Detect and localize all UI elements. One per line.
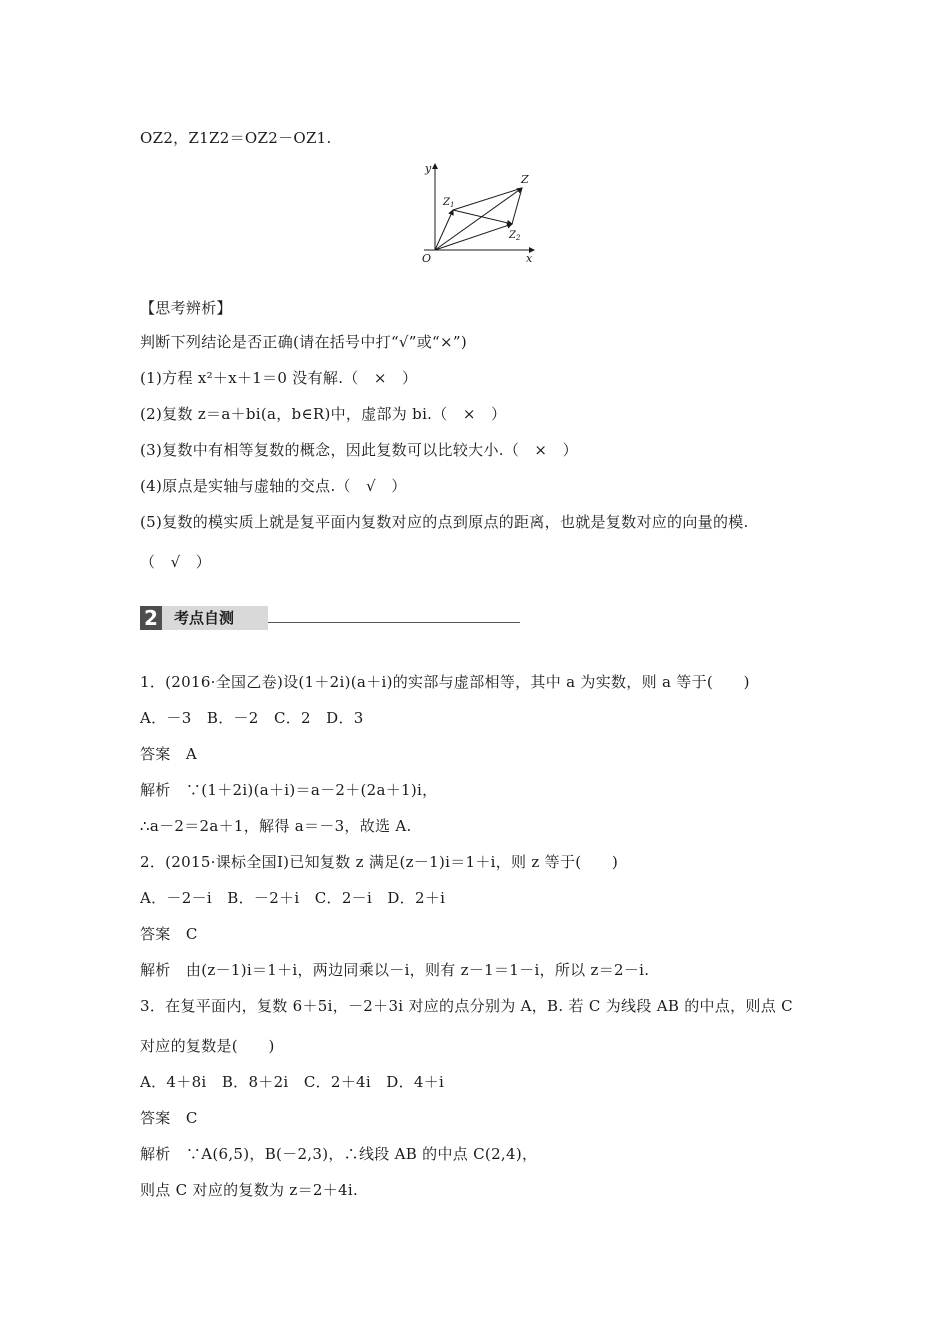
text-line: 2．(2015·课标全国Ⅰ)已知复数 z 满足(z－1)i＝1＋i，则 z 等于( )	[140, 853, 619, 871]
text-line: 解析 ∵A(6,5)，B(－2,3)，∴线段 AB 的中点 C(2,4)，	[140, 1145, 538, 1163]
side-z1z	[453, 188, 522, 210]
section-title: 考点自测	[162, 606, 268, 630]
text-line: ∴a－2＝2a＋1，解得 a＝－3，故选 A.	[140, 817, 412, 835]
text-line: OZ2，Z1Z2＝OZ2－OZ1.	[140, 129, 332, 147]
side-z2z	[512, 188, 522, 224]
text-line: (3)复数中有相等复数的概念，因此复数可以比较大小.（ × ）	[140, 441, 578, 459]
text-line: (2)复数 z＝a＋bi(a，b∈R)中，虚部为 bi.（ × ）	[140, 405, 507, 423]
text-line: (1)方程 x²＋x＋1＝0 没有解.（ × ）	[140, 369, 418, 387]
text-line: 答案 C	[140, 925, 198, 943]
text-line: 【思考辨析】	[140, 299, 232, 317]
complex-plane-diagram	[410, 158, 540, 266]
label-y: y	[425, 162, 432, 175]
text-line: 解析 ∵(1＋2i)(a＋i)＝a－2＋(2a＋1)i，	[140, 781, 438, 799]
label-z2: $Z_2$	[509, 230, 521, 242]
label-z1: $Z_1$	[443, 197, 455, 209]
section-header	[140, 606, 525, 632]
section-rule	[268, 622, 520, 623]
text-line: 1．(2016·全国乙卷)设(1＋2i)(a＋i)的实部与虚部相等，其中 a 为实数，则 a 等于( )	[140, 673, 750, 691]
text-line: (4)原点是实轴与虚轴的交点.（ √ ）	[140, 477, 407, 495]
text-line: 则点 C 对应的复数为 z＝2＋4i.	[140, 1181, 359, 1199]
text-line: 判断下列结论是否正确(请在括号中打“√”或“×”)	[140, 333, 468, 351]
text-line: 答案 A	[140, 745, 198, 763]
vector-oz2	[435, 224, 512, 250]
text-line: 对应的复数是( )	[140, 1037, 275, 1055]
text-line: A．－2－i B．－2＋i C．2－i D．2＋i	[140, 889, 446, 907]
label-x: x	[526, 252, 533, 265]
text-line: （ √ ）	[140, 553, 212, 571]
text-line: A．－3 B．－2 C．2 D．3	[140, 709, 364, 727]
text-line: (5)复数的模实质上就是复平面内复数对应的点到原点的距离，也就是复数对应的向量的模.	[140, 513, 749, 531]
label-o: O	[422, 252, 432, 265]
text-line: A．4＋8i B．8＋2i C．2＋4i D．4＋i	[140, 1073, 445, 1091]
vector-z1z2	[453, 210, 512, 224]
text-line: 答案 C	[140, 1109, 198, 1127]
section-number: 2	[140, 606, 162, 630]
text-line: 解析 由(z－1)i＝1＋i，两边同乘以－i，则有 z－1＝1－i，所以 z＝2－i.	[140, 961, 650, 979]
label-z: Z	[521, 173, 529, 186]
text-line: 3．在复平面内，复数 6＋5i，－2＋3i 对应的点分别为 A，B. 若 C 为线段 AB 的中点，则点 C	[140, 997, 793, 1015]
